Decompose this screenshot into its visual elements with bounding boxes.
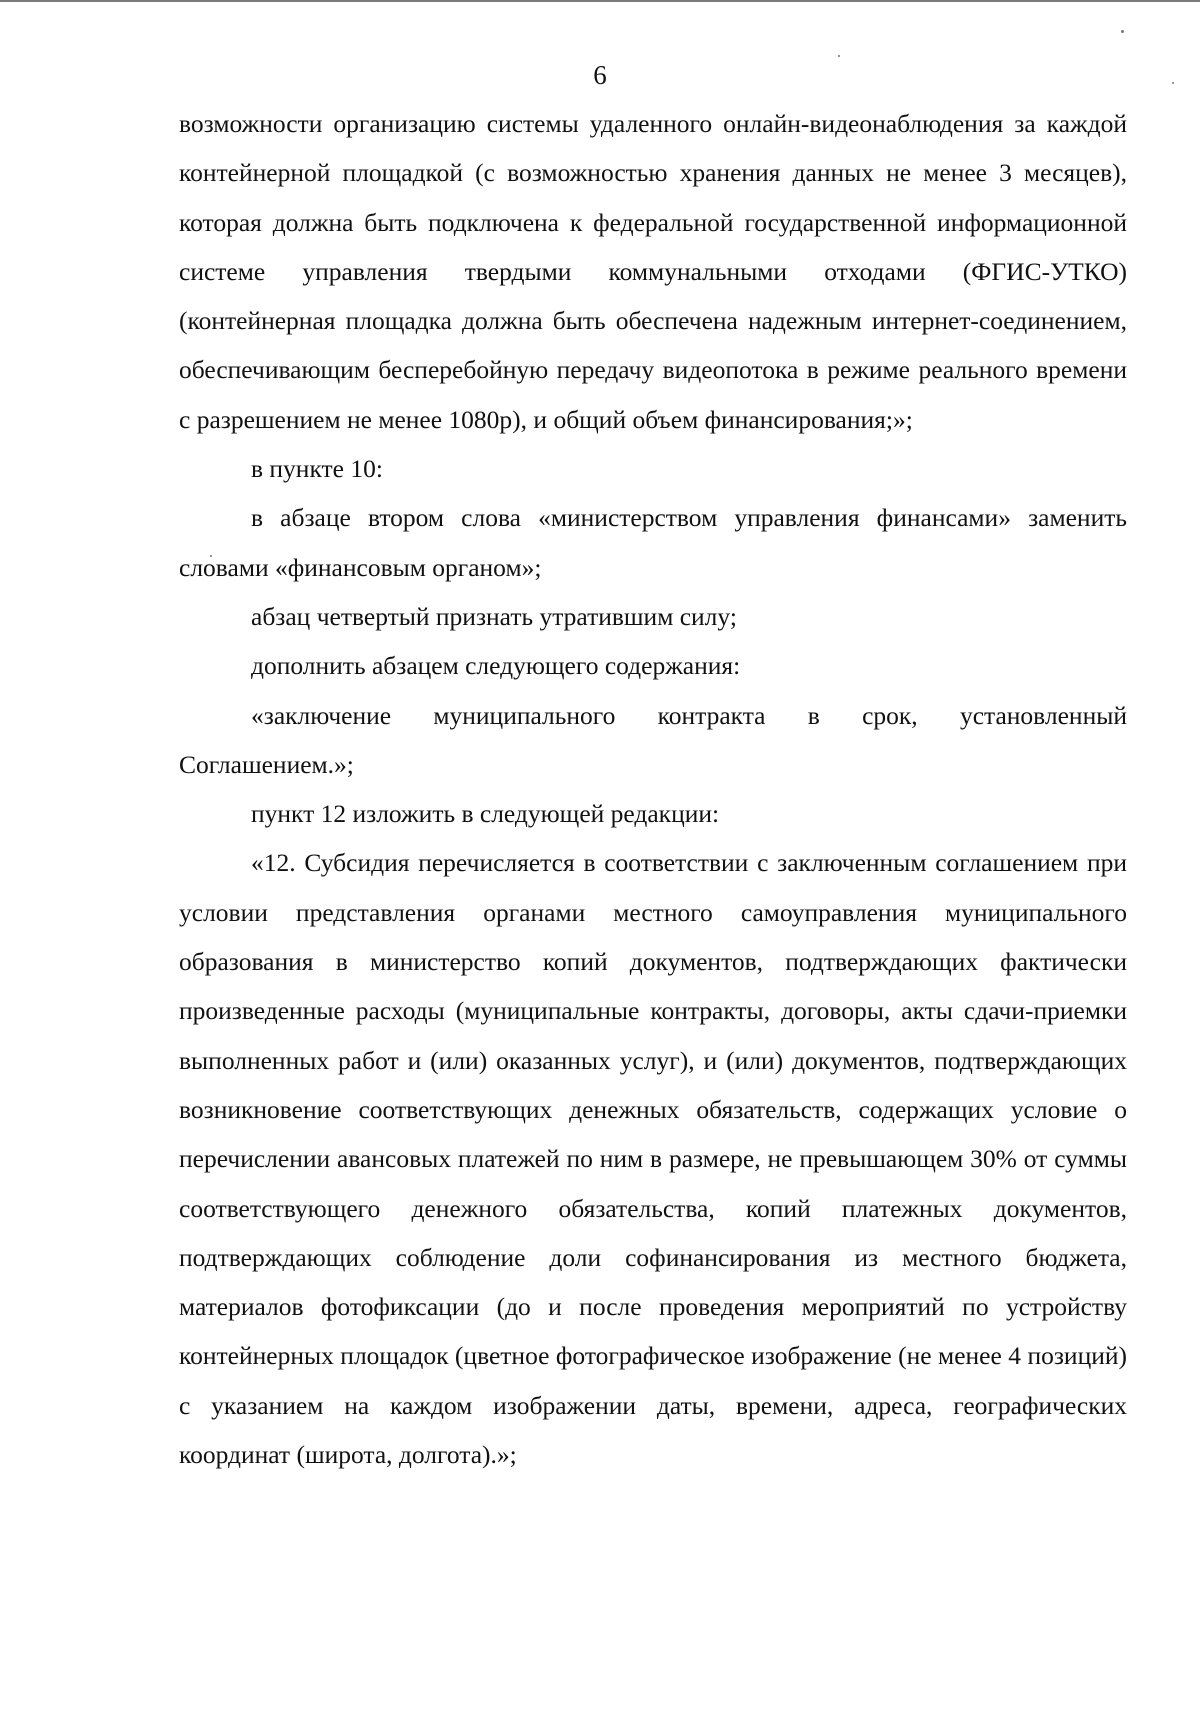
paragraph-new-text: «заключение муниципального контракта в срок, установленный Соглашением.»; bbox=[179, 700, 1127, 779]
document-body bbox=[179, 99, 1127, 1479]
paragraph-item-12-text: «12. Субсидия перечисляется в соответствии с заключенным соглашением при условии представления органами местного самоуправления муниципального образования в министерство копий документов, подтверждающих фактически произведенные расходы (муниципальные контракты, договоры, акты сдачи-приемки выполненных работ и (или) оказанных услуг), и (или) документов, подтверждающих возникновение соответствующих денежных обязательств, содержащих условие о перечислении авансовых платежей по ним в размере, не превышающем 30% от суммы соответствующего денежного обязательства, копий платежных документов, подтверждающих соблюдение доли софинансирования из местного бюджета, материалов фотофиксации (до и после проведения мероприятий по устройству контейнерных площадок (цветное фотографическое изображение (не менее 4 позиций) с указанием на каждом изображении даты, времени, адреса, географических координат (широта, долгота).»; bbox=[179, 848, 1127, 1470]
scan-edge-line bbox=[0, 0, 1200, 2]
paragraph-supplement: дополнить абзацем следующего содержания: bbox=[251, 651, 741, 681]
paragraph-replace-words: в абзаце втором слова «министерством управления финансами» заменить словами «финансовым органом»; bbox=[179, 503, 1127, 582]
scan-speck bbox=[1121, 30, 1124, 33]
paragraph-item-10: в пункте 10: bbox=[251, 454, 383, 484]
paragraph-item-12: пункт 12 изложить в следующей редакции: bbox=[251, 799, 720, 829]
paragraph-continuation: возможности организацию системы удаленного онлайн-видеонаблюдения за каждой контейнерной площадкой (с возможностью хранения данных не менее 3 месяцев), которая должна быть подключена к федеральной государственной информационной системе управления твердыми коммунальными отходами (ФГИС-УТКО) (контейнерная площадка должна быть обеспечена надежным интернет-соединением, обеспечивающим бесперебойную передачу видеопотока в режиме реального времени с разрешением не менее 1080р), и общий объем финансирования;»; bbox=[179, 109, 1127, 434]
scan-speck bbox=[838, 55, 840, 57]
paragraph-repeal: абзац четвертый признать утратившим силу; bbox=[251, 601, 737, 631]
page-number: 6 bbox=[593, 60, 607, 90]
